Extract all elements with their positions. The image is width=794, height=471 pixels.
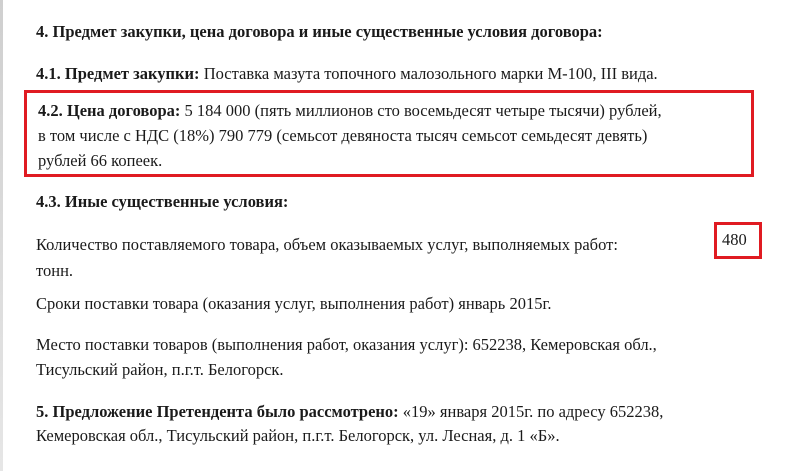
section-5-line2: Кемеровская обл., Тисульский район, п.г.т. Белогорск, ул. Лесная, д. 1 «Б». <box>36 426 560 445</box>
item-4-2-line2: в том числе с НДС (18%) 790 779 (семьсот девяноста тысяч семьсот семьдесят девять) <box>38 126 648 145</box>
section-5-label: 5. Предложение Претендента было рассмотрено: <box>36 402 399 421</box>
delivery-place-line2: Тисульский район, п.г.т. Белогорск. <box>36 360 284 379</box>
item-4-2-label: 4.2. Цена договора: <box>38 101 181 120</box>
quantity-value: 480 <box>722 230 747 249</box>
item-4-3-heading: 4.3. Иные существенные условия: <box>36 192 289 211</box>
delivery-terms: Сроки поставки товара (оказания услуг, выполнения работ) январь 2015г. <box>36 294 552 313</box>
section-4-heading: 4. Предмет закупки, цена договора и иные существенные условия договора: <box>36 22 603 41</box>
section-5-line1 <box>36 402 663 422</box>
item-4-1-text: Поставка мазута топочного малозольного марки М-100, III вида. <box>199 64 658 83</box>
delivery-place-line1: Место поставки товаров (выполнения работ, оказания услуг): 652238, Кемеровская обл., <box>36 335 657 354</box>
quantity-unit: тонн. <box>36 261 74 280</box>
quantity-line: Количество поставляемого товара, объем оказываемых услуг, выполняемых работ: <box>36 235 618 254</box>
item-4-2-line3: рублей 66 копеек. <box>38 151 163 170</box>
item-4-1 <box>36 64 658 84</box>
section-5-date: «19» января 2015г. по адресу 652238, <box>398 402 664 421</box>
scan-edge <box>0 0 3 471</box>
item-4-1-label: 4.1. Предмет закупки: <box>36 64 200 83</box>
item-4-2-price: 5 184 000 (пять миллионов сто восемьдесят четыре тысячи) рублей, <box>180 101 662 120</box>
item-4-2-line1 <box>38 101 662 121</box>
